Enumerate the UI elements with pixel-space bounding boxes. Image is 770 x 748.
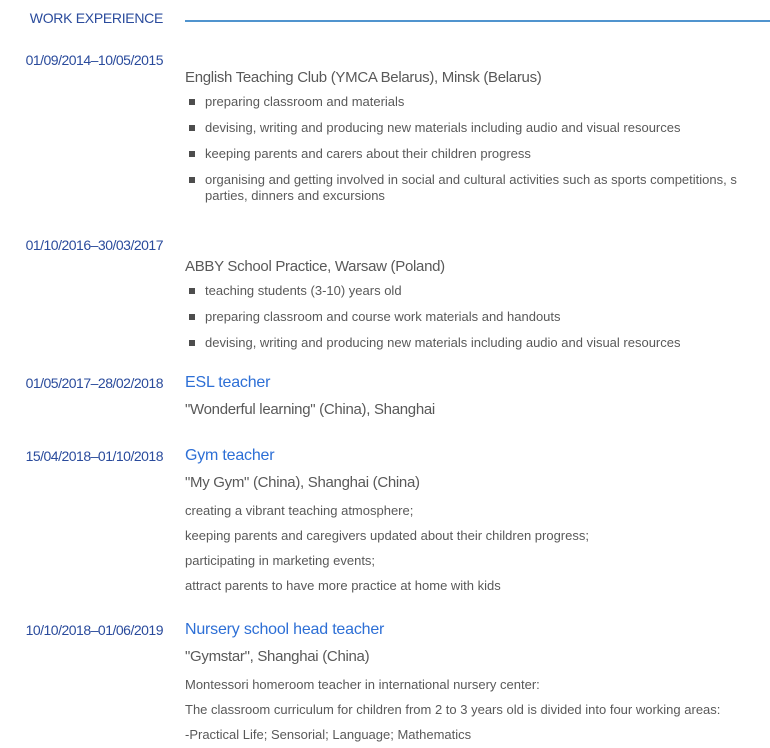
employer-name: "Gymstar", Shanghai (China) bbox=[185, 648, 370, 665]
job-title: Nursery school head teacher bbox=[185, 621, 385, 638]
description-line: participating in marketing events; bbox=[185, 553, 376, 568]
employer-name: ABBY School Practice, Warsaw (Poland) bbox=[185, 258, 445, 275]
entry-body bbox=[185, 50, 770, 204]
employer-name: "Wonderful learning" (China), Shanghai bbox=[185, 401, 435, 418]
section-title: WORK EXPERIENCE bbox=[29, 10, 163, 26]
bullet-text: preparing classroom and materials bbox=[205, 94, 405, 109]
bullet-item bbox=[185, 146, 770, 162]
entry-body bbox=[185, 446, 770, 594]
description-line: -Practical Life; Sensorial; Language; Mathematics bbox=[185, 727, 472, 742]
square-bullet-icon bbox=[189, 125, 195, 131]
entry-body bbox=[185, 235, 770, 351]
square-bullet-icon bbox=[189, 288, 195, 294]
entry-body bbox=[185, 620, 770, 743]
square-bullet-icon bbox=[189, 340, 195, 346]
bullet-text: organising and getting involved in social and cultural activities such as sports competitions, s parties, dinners and excursions bbox=[205, 172, 737, 203]
entry-date: 01/05/2017–28/02/2018 bbox=[25, 375, 163, 391]
bullet-item bbox=[185, 94, 770, 110]
description-line: creating a vibrant teaching atmosphere; bbox=[185, 503, 414, 518]
entry-date: 01/10/2016–30/03/2017 bbox=[25, 237, 163, 253]
entry-date: 01/09/2014–10/05/2015 bbox=[25, 52, 163, 68]
entry-date: 15/04/2018–01/10/2018 bbox=[25, 448, 163, 464]
work-experience-entry bbox=[0, 446, 770, 594]
square-bullet-icon bbox=[189, 151, 195, 157]
section-divider-rule bbox=[185, 20, 770, 22]
bullet-item bbox=[185, 309, 770, 325]
bullet-text: keeping parents and carers about their children progress bbox=[205, 146, 531, 161]
square-bullet-icon bbox=[189, 99, 195, 105]
bullet-item bbox=[185, 335, 770, 351]
work-experience-header bbox=[0, 0, 770, 28]
employer-name: "My Gym" (China), Shanghai (China) bbox=[185, 474, 420, 491]
description-line: The classroom curriculum for children from 2 to 3 years old is divided into four working areas: bbox=[185, 702, 721, 717]
work-experience-entry bbox=[0, 235, 770, 351]
work-experience-entry bbox=[0, 373, 770, 420]
bullet-item bbox=[185, 120, 770, 136]
bullet-text: devising, writing and producing new materials including audio and visual resources bbox=[205, 335, 681, 350]
job-title: Gym teacher bbox=[185, 447, 275, 464]
duties-bullet-list bbox=[185, 94, 770, 204]
work-experience-entry bbox=[0, 50, 770, 204]
duties-bullet-list bbox=[185, 283, 770, 351]
empty-position-row bbox=[185, 235, 770, 257]
bullet-text: teaching students (3-10) years old bbox=[205, 283, 402, 298]
bullet-item bbox=[185, 172, 770, 204]
bullet-text: preparing classroom and course work materials and handouts bbox=[205, 309, 561, 324]
job-title: ESL teacher bbox=[185, 374, 271, 391]
square-bullet-icon bbox=[189, 177, 195, 183]
employer-name: English Teaching Club (YMCA Belarus), Minsk (Belarus) bbox=[185, 69, 542, 86]
bullet-item bbox=[185, 283, 770, 299]
description-line: Montessori homeroom teacher in international nursery center: bbox=[185, 677, 540, 692]
entry-body bbox=[185, 373, 770, 420]
description-line: attract parents to have more practice at home with kids bbox=[185, 578, 501, 593]
bullet-text: devising, writing and producing new materials including audio and visual resources bbox=[205, 120, 681, 135]
entry-date: 10/10/2018–01/06/2019 bbox=[25, 622, 163, 638]
description-line: keeping parents and caregivers updated about their children progress; bbox=[185, 528, 589, 543]
square-bullet-icon bbox=[189, 314, 195, 320]
empty-position-row bbox=[185, 50, 770, 68]
work-experience-entry bbox=[0, 620, 770, 743]
